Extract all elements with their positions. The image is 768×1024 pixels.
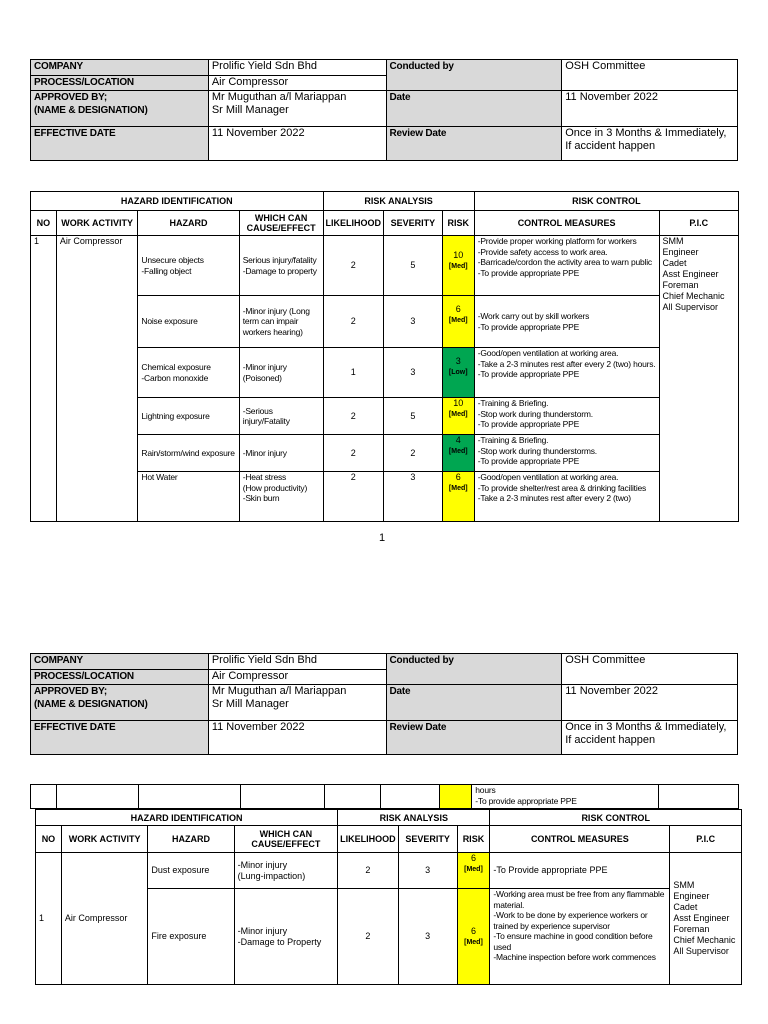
col-work-activity: WORK ACTIVITY bbox=[61, 826, 147, 853]
risk-cell: 6 [Med] bbox=[442, 296, 474, 348]
measures-cell: -Provide proper working platform for workers -Provide safety access to work area. -Barricade/cordon the activity area to warn public -To provide appropriate PPE bbox=[474, 236, 659, 296]
header-table-page2 bbox=[30, 653, 738, 755]
table-row bbox=[31, 785, 739, 809]
row-activity: Air Compressor bbox=[56, 236, 138, 522]
effect-cell: -Minor injury -Damage to Property bbox=[234, 889, 338, 985]
approved-value: Mr Muguthan a/l Mariappan Sr Mill Manager bbox=[208, 685, 386, 721]
company-label: COMPANY bbox=[31, 654, 209, 670]
effective-date-value: 11 November 2022 bbox=[208, 127, 386, 161]
row-no: 1 bbox=[36, 853, 62, 985]
effective-date-label: EFFECTIVE DATE bbox=[31, 721, 209, 755]
company-label: COMPANY bbox=[31, 60, 209, 76]
date-label: Date bbox=[386, 685, 562, 721]
measures-cell: -Good/open ventilation at working area. -Take a 2-3 minutes rest after every 2 (two) hours. -To provide appropriate PPE bbox=[474, 348, 659, 398]
conducted-by-value: OSH Committee bbox=[562, 60, 738, 91]
conducted-by-label: Conducted by bbox=[386, 654, 562, 685]
likelihood-cell: 2 bbox=[338, 853, 399, 889]
empty-cell bbox=[56, 785, 138, 809]
empty-cell bbox=[659, 785, 739, 809]
hazard-cell: Lightning exposure bbox=[138, 398, 239, 435]
company-value: Prolific Yield Sdn Bhd bbox=[208, 654, 386, 670]
likelihood-cell: 2 bbox=[323, 435, 384, 472]
risk-cell: 10 [Med] bbox=[442, 236, 474, 296]
effect-cell: -Minor injury bbox=[239, 435, 323, 472]
effect-cell: -Serious injury/Fatality bbox=[239, 398, 323, 435]
hazard-cell: Chemical exposure -Carbon monoxide bbox=[138, 348, 239, 398]
likelihood-cell: 2 bbox=[338, 889, 399, 985]
hazard-cell: Dust exposure bbox=[148, 853, 234, 889]
risk-cell bbox=[440, 785, 472, 809]
effect-cell: Serious injury/fatality -Damage to property bbox=[239, 236, 323, 296]
severity-cell: 3 bbox=[384, 348, 443, 398]
date-value: 11 November 2022 bbox=[562, 91, 738, 127]
col-control-measures: CONTROL MEASURES bbox=[474, 211, 659, 236]
conducted-by-value: OSH Committee bbox=[562, 654, 738, 685]
hazard-cell: Hot Water bbox=[138, 472, 239, 522]
hazard-cell: Fire exposure bbox=[148, 889, 234, 985]
review-date-label: Review Date bbox=[386, 127, 562, 161]
col-which-can: WHICH CAN CAUSE/EFFECT bbox=[239, 211, 323, 236]
hazard-identification-heading: HAZARD IDENTIFICATION bbox=[36, 810, 338, 826]
severity-cell: 3 bbox=[384, 296, 443, 348]
row-no: 1 bbox=[31, 236, 57, 522]
risk-table-page2 bbox=[35, 809, 742, 985]
col-hazard: HAZARD bbox=[148, 826, 234, 853]
risk-cell: 6 [Med] bbox=[442, 472, 474, 522]
col-likelihood: LIKELIHOOD bbox=[323, 211, 384, 236]
pic-cell: SMM Engineer Cadet Asst Engineer Foreman Chief Mechanic All Supervisor bbox=[670, 853, 742, 985]
risk-analysis-heading: RISK ANALYSIS bbox=[323, 192, 474, 211]
review-date-value: Once in 3 Months & Immediately, If accident happen bbox=[562, 721, 738, 755]
measures-cell: -Good/open ventilation at working area. -To provide shelter/rest area & drinking facilities -Take a 2-3 minutes rest after every 2 (two) bbox=[474, 472, 659, 522]
risk-cell: 6 [Med] bbox=[457, 853, 490, 889]
risk-cell: 6 [Med] bbox=[457, 889, 490, 985]
date-value: 11 November 2022 bbox=[562, 685, 738, 721]
measures-cell: -Training & Briefing. -Stop work during thunderstorm. -To provide appropriate PPE bbox=[474, 398, 659, 435]
table-row bbox=[36, 853, 742, 889]
date-label: Date bbox=[386, 91, 562, 127]
empty-cell bbox=[31, 785, 57, 809]
row-activity: Air Compressor bbox=[61, 853, 147, 985]
col-control-measures: CONTROL MEASURES bbox=[490, 826, 670, 853]
col-no: NO bbox=[31, 211, 57, 236]
measures-cell: hours -To provide appropriate PPE bbox=[472, 785, 659, 809]
effective-date-label: EFFECTIVE DATE bbox=[31, 127, 209, 161]
page-number: 1 bbox=[379, 532, 386, 544]
approved-label: APPROVED BY; (NAME & DESIGNATION) bbox=[31, 91, 209, 127]
empty-cell bbox=[240, 785, 324, 809]
risk-cell: 4 [Med] bbox=[442, 435, 474, 472]
col-likelihood: LIKELIHOOD bbox=[338, 826, 399, 853]
pic-cell: SMM Engineer Cadet Asst Engineer Foreman Chief Mechanic All Supervisor bbox=[659, 236, 738, 522]
effective-date-value: 11 November 2022 bbox=[208, 721, 386, 755]
empty-cell bbox=[324, 785, 381, 809]
process-value: Air Compressor bbox=[208, 76, 386, 91]
hazard-cell: Noise exposure bbox=[138, 296, 239, 348]
effect-cell: -Minor injury (Poisoned) bbox=[239, 348, 323, 398]
table-row bbox=[31, 236, 739, 296]
col-severity: SEVERITY bbox=[384, 211, 443, 236]
approved-value: Mr Muguthan a/l Mariappan Sr Mill Manager bbox=[208, 91, 386, 127]
col-risk: RISK bbox=[442, 211, 474, 236]
hazard-cell: Unsecure objects -Falling object bbox=[138, 236, 239, 296]
header-table-page1 bbox=[30, 59, 738, 161]
hazard-cell: Rain/storm/wind exposure bbox=[138, 435, 239, 472]
severity-cell: 2 bbox=[384, 435, 443, 472]
likelihood-cell: 2 bbox=[323, 472, 384, 522]
risk-control-heading: RISK CONTROL bbox=[474, 192, 738, 211]
empty-cell bbox=[381, 785, 440, 809]
effect-cell: -Minor injury (Long term can impair workers hearing) bbox=[239, 296, 323, 348]
company-value: Prolific Yield Sdn Bhd bbox=[208, 60, 386, 76]
col-risk: RISK bbox=[457, 826, 490, 853]
process-value: Air Compressor bbox=[208, 670, 386, 685]
conducted-by-label: Conducted by bbox=[386, 60, 562, 91]
empty-cell bbox=[138, 785, 240, 809]
measures-cell: -Working area must be free from any flammable material. -Work to be done by experience workers or trained by experience supervisor -To ensure machine in good condition before used -Machine inspection before work commences bbox=[490, 889, 670, 985]
severity-cell: 3 bbox=[384, 472, 443, 522]
likelihood-cell: 2 bbox=[323, 236, 384, 296]
col-work-activity: WORK ACTIVITY bbox=[56, 211, 138, 236]
col-severity: SEVERITY bbox=[398, 826, 457, 853]
risk-table-page1 bbox=[30, 191, 739, 522]
review-date-label: Review Date bbox=[386, 721, 562, 755]
col-pic: P.I.C bbox=[659, 211, 738, 236]
likelihood-cell: 2 bbox=[323, 296, 384, 348]
hazard-identification-heading: HAZARD IDENTIFICATION bbox=[31, 192, 324, 211]
continuation-table bbox=[30, 784, 739, 809]
col-which-can: WHICH CAN CAUSE/EFFECT bbox=[234, 826, 338, 853]
risk-cell: 10 [Med] bbox=[442, 398, 474, 435]
effect-cell: -Minor injury (Lung-impaction) bbox=[234, 853, 338, 889]
process-label: PROCESS/LOCATION bbox=[31, 670, 209, 685]
severity-cell: 5 bbox=[384, 398, 443, 435]
likelihood-cell: 2 bbox=[323, 398, 384, 435]
measures-cell: -To Provide appropriate PPE bbox=[490, 853, 670, 889]
col-no: NO bbox=[36, 826, 62, 853]
measures-cell: -Work carry out by skill workers -To provide appropriate PPE bbox=[474, 296, 659, 348]
risk-control-heading: RISK CONTROL bbox=[490, 810, 742, 826]
effect-cell: -Heat stress (How productivity) -Skin burn bbox=[239, 472, 323, 522]
likelihood-cell: 1 bbox=[323, 348, 384, 398]
risk-analysis-heading: RISK ANALYSIS bbox=[338, 810, 490, 826]
approved-label: APPROVED BY; (NAME & DESIGNATION) bbox=[31, 685, 209, 721]
col-pic: P.I.C bbox=[670, 826, 742, 853]
severity-cell: 5 bbox=[384, 236, 443, 296]
severity-cell: 3 bbox=[398, 853, 457, 889]
review-date-value: Once in 3 Months & Immediately, If accident happen bbox=[562, 127, 738, 161]
process-label: PROCESS/LOCATION bbox=[31, 76, 209, 91]
risk-cell: 3 [Low] bbox=[442, 348, 474, 398]
severity-cell: 3 bbox=[398, 889, 457, 985]
measures-cell: -Training & Briefing. -Stop work during thunderstorms. -To provide appropriate PPE bbox=[474, 435, 659, 472]
col-hazard: HAZARD bbox=[138, 211, 239, 236]
